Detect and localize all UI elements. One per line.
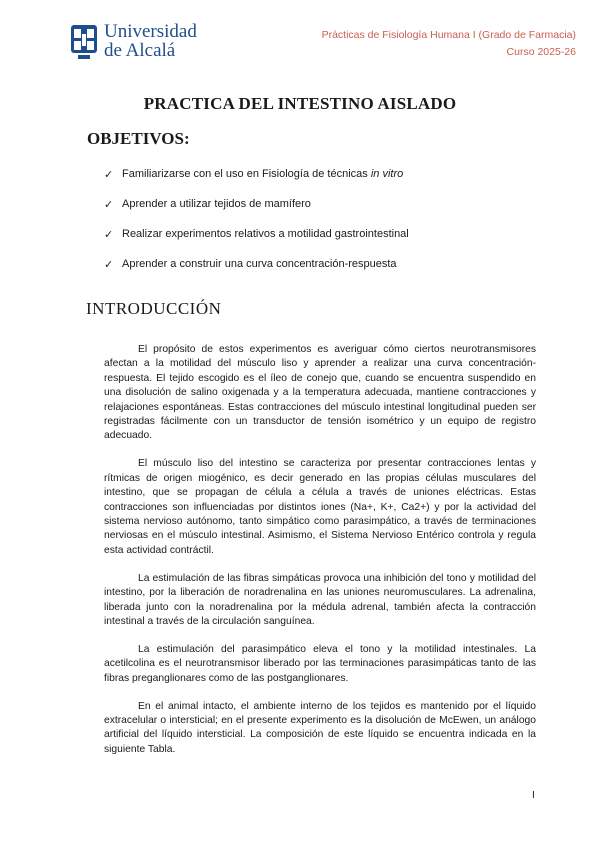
checkmark-icon: ✓ (104, 259, 114, 271)
introduction-heading: INTRODUCCIÓN (86, 299, 222, 318)
page-number: I (532, 790, 535, 801)
checkmark-icon: ✓ (104, 229, 114, 241)
objective-item (104, 258, 409, 288)
objective-item (104, 198, 409, 228)
objectives-list (104, 168, 409, 288)
objective-text: Realizar experimentos relativos a motilidad gastrointestinal (122, 228, 409, 240)
paragraph: En el animal intacto, el ambiente interno de los tejidos es mantenido por el líquido extracelular o intersticial; en el presente experimento es la disolución de McEwen, un análogo artificial del líquido intersticial. La composición de este líquido se encuentra indicada en la siguiente Tabla. (104, 700, 536, 755)
course-title: Prácticas de Fisiología Humana I (Grado de Farmacia) (321, 29, 576, 41)
objective-text: Aprender a construir una curva concentración-respuesta (122, 258, 397, 270)
course-year: Curso 2025-26 (506, 46, 576, 58)
objectives-heading: OBJETIVOS: (87, 129, 190, 148)
course-header (322, 27, 576, 61)
university-crest-icon (68, 21, 100, 61)
introduction-body (104, 343, 536, 771)
logo-line-2: de Alcalá (104, 40, 176, 61)
university-logo (68, 20, 197, 62)
paragraph: La estimulación del parasimpático eleva el tono y la motilidad intestinales. La acetilcolina es el neurotransmisor liberado por las terminaciones parasimpáticas tanto de las fibras preganglionares como de las postganglionares. (104, 643, 536, 684)
objective-text: Aprender a utilizar tejidos de mamífero (122, 198, 311, 210)
checkmark-icon: ✓ (104, 169, 114, 181)
logo-line-1: Universidad (104, 21, 197, 42)
objective-text: Familiarizarse con el uso en Fisiología de técnicas in vitro (122, 168, 404, 180)
objective-emphasis: in vitro (370, 168, 404, 180)
university-name (104, 22, 197, 60)
checkmark-icon: ✓ (104, 199, 114, 211)
page-title: PRACTICA DEL INTESTINO AISLADO (143, 94, 457, 113)
paragraph: El propósito de estos experimentos es averiguar cómo ciertos neurotransmisores afectan a la motilidad del músculo liso y aprender a realizar una curva concentración- respuesta. El tejido escogido es el íleo de conejo que, cuando se encuentra suspendido en una disolución de salino oxigenada y a la temperatura adecuada, mantiene contracciones y relajaciones espontáneas. Estas contracciones del músculo intestinal longitudinal pueden ser registradas fácilmente con un transductor de tensión isométrico y un equipo de registro adecuado. (104, 344, 536, 442)
objective-item (104, 168, 409, 198)
paragraph: El músculo liso del intestino se caracteriza por presentar contracciones lentas y rítmicas de origen miogénico, es decir generado en las propias células musculares del intestino, que se propagan de célula a célula a través de uniones eléctricas. Estas contracciones son influenciadas por distintos iones (Na+, K+, Ca2+) y por la actividad del sistema nervioso autónomo, tanto simpático como parasimpático, a través de terminaciones nerviosas en el músculo intestinal. Asimismo, el Sistema Nervioso Entérico controla y regula esta actividad contráctil. (104, 458, 536, 556)
objective-item (104, 228, 409, 258)
paragraph: La estimulación de las fibras simpáticas provoca una inhibición del tono y motilidad del intestino, por la liberación de noradrenalina en las uniones neuromusculares. La adrenalina, liberada junto con la noradrenalina por la médula adrenal, también afecta la contracción intestinal a través de la circulación sanguínea. (104, 572, 536, 627)
